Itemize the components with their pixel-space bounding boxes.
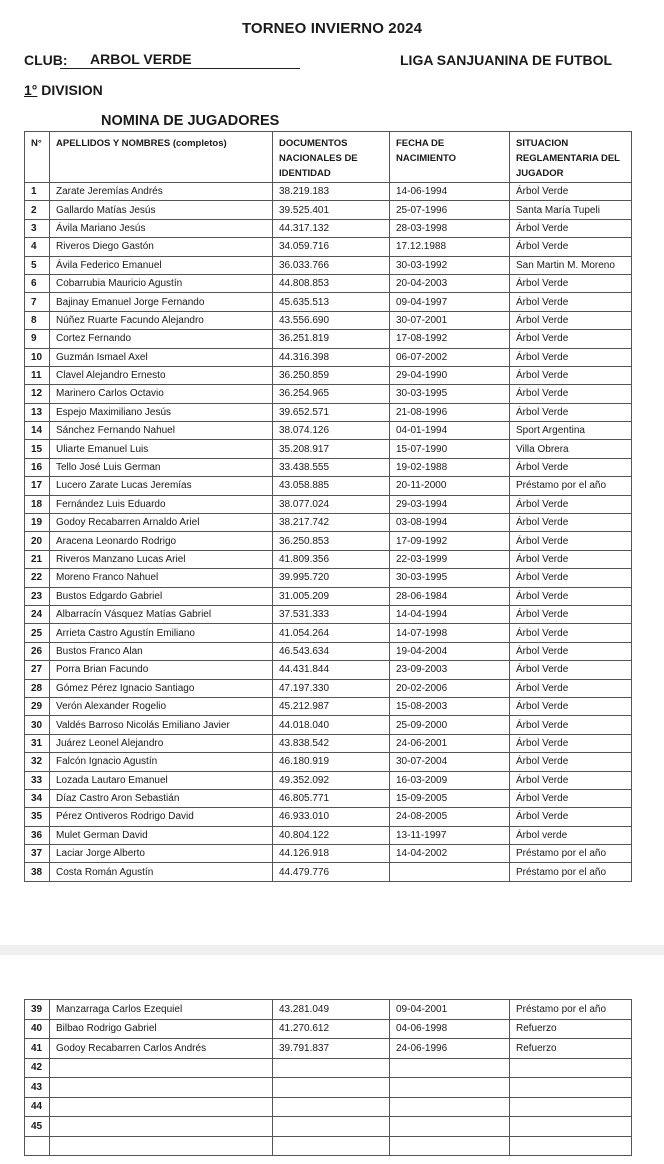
player-name: Guzmán Ismael Axel — [50, 348, 273, 366]
player-status: Árbol Verde — [510, 624, 632, 642]
player-birth-date: 04-06-1998 — [390, 1019, 510, 1039]
player-status: Préstamo por el año — [510, 845, 632, 863]
player-status: Árbol Verde — [510, 808, 632, 826]
player-status: Préstamo por el año — [510, 1000, 632, 1020]
table-row — [25, 845, 632, 863]
player-dni: 36.254.965 — [273, 385, 390, 403]
player-dni: 38.219.183 — [273, 183, 390, 201]
player-dni: 49.352.092 — [273, 771, 390, 789]
player-name: Gallardo Matías Jesús — [50, 201, 273, 219]
table-row — [25, 550, 632, 568]
player-name: Lozada Lautaro Emanuel — [50, 771, 273, 789]
player-dni: 43.838.542 — [273, 734, 390, 752]
player-number: 9 — [25, 330, 50, 348]
player-status: Árbol Verde — [510, 219, 632, 237]
player-dni: 45.635.513 — [273, 293, 390, 311]
player-number: 33 — [25, 771, 50, 789]
player-name: Ávila Federico Emanuel — [50, 256, 273, 274]
player-birth-date: 17-08-1992 — [390, 330, 510, 348]
player-name: Clavel Alejandro Ernesto — [50, 366, 273, 384]
club-name: ARBOL VERDE — [60, 52, 300, 69]
player-birth-date: 21-08-1996 — [390, 403, 510, 421]
table-row — [25, 679, 632, 697]
player-dni: 43.281.049 — [273, 1000, 390, 1020]
division — [24, 82, 103, 98]
player-birth-date: 19-04-2004 — [390, 642, 510, 660]
player-dni: 44.317.132 — [273, 219, 390, 237]
table-row — [25, 477, 632, 495]
player-birth-date: 14-07-1998 — [390, 624, 510, 642]
player-name: Zarate Jeremías Andrés — [50, 183, 273, 201]
player-birth-date: 14-04-1994 — [390, 605, 510, 623]
player-status: Árbol Verde — [510, 661, 632, 679]
player-name: Sánchez Fernando Nahuel — [50, 422, 273, 440]
player-number: 12 — [25, 385, 50, 403]
player-name: Verón Alexander Rogelio — [50, 697, 273, 715]
table-row — [25, 532, 632, 550]
player-number: 14 — [25, 422, 50, 440]
player-status: Árbol Verde — [510, 183, 632, 201]
player-birth-date — [390, 1136, 510, 1156]
player-name: Mulet German David — [50, 826, 273, 844]
roster-table-page-2 — [24, 999, 632, 1156]
player-status — [510, 1117, 632, 1137]
player-name: Bilbao Rodrigo Gabriel — [50, 1019, 273, 1039]
player-status: Árbol Verde — [510, 403, 632, 421]
player-status: Árbol Verde — [510, 311, 632, 329]
player-birth-date: 29-03-1994 — [390, 495, 510, 513]
player-name: Costa Román Agustín — [50, 863, 273, 881]
player-birth-date — [390, 1097, 510, 1117]
player-status: Árbol Verde — [510, 771, 632, 789]
player-name: Díaz Castro Aron Sebastián — [50, 789, 273, 807]
player-dni: 39.652.571 — [273, 403, 390, 421]
player-name: Núñez Ruarte Facundo Alejandro — [50, 311, 273, 329]
player-birth-date: 23-09-2003 — [390, 661, 510, 679]
player-dni: 36.251.819 — [273, 330, 390, 348]
player-dni: 43.556.690 — [273, 311, 390, 329]
table-row — [25, 1097, 632, 1117]
player-number — [25, 1136, 50, 1156]
player-number: 4 — [25, 238, 50, 256]
player-birth-date: 14-04-2002 — [390, 845, 510, 863]
player-dni: 46.543.634 — [273, 642, 390, 660]
table-row — [25, 1136, 632, 1156]
player-number: 2 — [25, 201, 50, 219]
table-row — [25, 1039, 632, 1059]
table-row — [25, 716, 632, 734]
player-birth-date: 19-02-1988 — [390, 458, 510, 476]
player-dni: 40.804.122 — [273, 826, 390, 844]
player-status: Refuerzo — [510, 1039, 632, 1059]
player-status: Árbol Verde — [510, 293, 632, 311]
player-status: Árbol Verde — [510, 330, 632, 348]
player-number: 42 — [25, 1058, 50, 1078]
player-number: 34 — [25, 789, 50, 807]
table-row — [25, 440, 632, 458]
player-number: 36 — [25, 826, 50, 844]
player-birth-date: 03-08-1994 — [390, 514, 510, 532]
player-birth-date — [390, 1058, 510, 1078]
player-birth-date: 15-07-1990 — [390, 440, 510, 458]
player-name: Cortez Fernando — [50, 330, 273, 348]
table-row — [25, 422, 632, 440]
player-status: Árbol Verde — [510, 789, 632, 807]
table-row — [25, 256, 632, 274]
player-status: Árbol Verde — [510, 514, 632, 532]
player-status: San Martin M. Moreno — [510, 256, 632, 274]
player-status: Árbol Verde — [510, 348, 632, 366]
table-row — [25, 495, 632, 513]
player-number: 40 — [25, 1019, 50, 1039]
player-number: 24 — [25, 605, 50, 623]
player-status: Préstamo por el año — [510, 863, 632, 881]
player-number: 27 — [25, 661, 50, 679]
player-birth-date: 14-06-1994 — [390, 183, 510, 201]
player-name: Ávila Mariano Jesús — [50, 219, 273, 237]
player-status: Árbol Verde — [510, 642, 632, 660]
player-birth-date: 28-03-1998 — [390, 219, 510, 237]
player-dni: 44.479.776 — [273, 863, 390, 881]
player-birth-date: 30-03-1995 — [390, 385, 510, 403]
player-name: Godoy Recabarren Arnaldo Ariel — [50, 514, 273, 532]
player-dni: 45.212.987 — [273, 697, 390, 715]
player-status: Árbol Verde — [510, 753, 632, 771]
player-number: 8 — [25, 311, 50, 329]
player-number: 13 — [25, 403, 50, 421]
player-birth-date: 09-04-2001 — [390, 1000, 510, 1020]
player-name: Fernández Luis Eduardo — [50, 495, 273, 513]
player-dni: 37.531.333 — [273, 605, 390, 623]
player-name: Falcón Ignacio Agustín — [50, 753, 273, 771]
player-number: 1 — [25, 183, 50, 201]
player-name: Arrieta Castro Agustín Emiliano — [50, 624, 273, 642]
player-birth-date: 06-07-2002 — [390, 348, 510, 366]
roster-title: NOMINA DE JUGADORES — [101, 113, 280, 129]
player-dni: 44.316.398 — [273, 348, 390, 366]
player-dni — [273, 1136, 390, 1156]
player-number: 25 — [25, 624, 50, 642]
player-number: 30 — [25, 716, 50, 734]
table-row — [25, 642, 632, 660]
header-birth: FECHA DE NACIMIENTO — [390, 132, 510, 183]
player-dni: 39.791.837 — [273, 1039, 390, 1059]
player-status: Santa María Tupeli — [510, 201, 632, 219]
player-status: Árbol Verde — [510, 697, 632, 715]
player-birth-date: 04-01-1994 — [390, 422, 510, 440]
table-row — [25, 569, 632, 587]
player-name — [50, 1117, 273, 1137]
player-dni: 43.058.885 — [273, 477, 390, 495]
player-birth-date: 16-03-2009 — [390, 771, 510, 789]
player-status: Árbol Verde — [510, 679, 632, 697]
player-status — [510, 1097, 632, 1117]
header-number: N° — [25, 132, 50, 183]
player-dni — [273, 1058, 390, 1078]
player-name — [50, 1097, 273, 1117]
player-birth-date: 20-11-2000 — [390, 477, 510, 495]
player-name — [50, 1058, 273, 1078]
table-row — [25, 605, 632, 623]
player-number: 7 — [25, 293, 50, 311]
table-row — [25, 624, 632, 642]
page-break — [0, 945, 664, 955]
player-dni: 41.270.612 — [273, 1019, 390, 1039]
player-number: 44 — [25, 1097, 50, 1117]
player-status: Árbol Verde — [510, 495, 632, 513]
player-status — [510, 1136, 632, 1156]
player-status: Árbol Verde — [510, 366, 632, 384]
player-number: 19 — [25, 514, 50, 532]
player-number: 21 — [25, 550, 50, 568]
table-row — [25, 1000, 632, 1020]
player-birth-date: 09-04-1997 — [390, 293, 510, 311]
table-row — [25, 771, 632, 789]
player-number: 20 — [25, 532, 50, 550]
player-number: 26 — [25, 642, 50, 660]
player-birth-date: 30-03-1995 — [390, 569, 510, 587]
player-name: Pérez Ontiveros Rodrigo David — [50, 808, 273, 826]
player-status — [510, 1058, 632, 1078]
player-status: Sport Argentina — [510, 422, 632, 440]
player-name: Valdés Barroso Nicolás Emiliano Javier — [50, 716, 273, 734]
player-dni: 36.250.859 — [273, 366, 390, 384]
table-row — [25, 366, 632, 384]
table-row — [25, 1117, 632, 1137]
table-row — [25, 1019, 632, 1039]
player-dni: 46.933.010 — [273, 808, 390, 826]
division-label: DIVISION — [41, 82, 103, 98]
player-status: Villa Obrera — [510, 440, 632, 458]
player-dni: 38.077.024 — [273, 495, 390, 513]
player-dni: 44.018.040 — [273, 716, 390, 734]
player-number: 10 — [25, 348, 50, 366]
division-number: 1° — [24, 82, 38, 98]
player-dni: 39.525.401 — [273, 201, 390, 219]
player-birth-date: 17-09-1992 — [390, 532, 510, 550]
player-dni: 31.005.209 — [273, 587, 390, 605]
player-name: Riveros Manzano Lucas Ariel — [50, 550, 273, 568]
club-label: CLUB: — [24, 52, 68, 68]
table-row — [25, 587, 632, 605]
player-dni: 36.250.853 — [273, 532, 390, 550]
league-name: LIGA SANJUANINA DE FUTBOL — [400, 52, 613, 68]
player-name: Albarracín Vásquez Matías Gabriel — [50, 605, 273, 623]
document-title: TORNEO INVIERNO 2024 — [241, 20, 423, 37]
player-status: Árbol Verde — [510, 385, 632, 403]
player-birth-date: 30-03-1992 — [390, 256, 510, 274]
player-dni — [273, 1117, 390, 1137]
player-dni: 39.995.720 — [273, 569, 390, 587]
player-dni: 35.208.917 — [273, 440, 390, 458]
player-birth-date: 30-07-2004 — [390, 753, 510, 771]
player-birth-date: 15-08-2003 — [390, 697, 510, 715]
player-birth-date: 30-07-2001 — [390, 311, 510, 329]
player-dni: 46.180.919 — [273, 753, 390, 771]
player-birth-date — [390, 1078, 510, 1098]
table-row — [25, 219, 632, 237]
player-dni: 47.197.330 — [273, 679, 390, 697]
table-row — [25, 385, 632, 403]
player-status: Árbol Verde — [510, 605, 632, 623]
player-number: 18 — [25, 495, 50, 513]
player-birth-date: 25-07-1996 — [390, 201, 510, 219]
table-row — [25, 789, 632, 807]
player-birth-date: 22-03-1999 — [390, 550, 510, 568]
player-birth-date: 20-04-2003 — [390, 274, 510, 292]
table-row — [25, 348, 632, 366]
table-header-row — [25, 132, 632, 183]
player-number: 45 — [25, 1117, 50, 1137]
player-dni: 36.033.766 — [273, 256, 390, 274]
player-dni: 41.809.356 — [273, 550, 390, 568]
table-row — [25, 1058, 632, 1078]
player-number: 16 — [25, 458, 50, 476]
player-birth-date — [390, 863, 510, 881]
player-name: Riveros Diego Gastón — [50, 238, 273, 256]
player-name: Bustos Franco Alan — [50, 642, 273, 660]
table-row — [25, 201, 632, 219]
player-name: Godoy Recabarren Carlos Andrés — [50, 1039, 273, 1059]
player-name: Marinero Carlos Octavio — [50, 385, 273, 403]
player-status: Árbol Verde — [510, 716, 632, 734]
player-number: 5 — [25, 256, 50, 274]
table-row — [25, 661, 632, 679]
player-status: Árbol Verde — [510, 274, 632, 292]
table-row — [25, 274, 632, 292]
player-birth-date: 15-09-2005 — [390, 789, 510, 807]
table-row — [25, 403, 632, 421]
header-status: SITUACION REGLAMENTARIA DEL JUGADOR — [510, 132, 632, 183]
player-birth-date: 28-06-1984 — [390, 587, 510, 605]
player-status — [510, 1078, 632, 1098]
player-name — [50, 1136, 273, 1156]
player-status: Árbol Verde — [510, 550, 632, 568]
player-name: Porra Brian Facundo — [50, 661, 273, 679]
player-status: Árbol Verde — [510, 569, 632, 587]
player-birth-date: 29-04-1990 — [390, 366, 510, 384]
player-number: 15 — [25, 440, 50, 458]
player-dni: 41.054.264 — [273, 624, 390, 642]
player-number: 3 — [25, 219, 50, 237]
player-name: Gómez Pérez Ignacio Santiago — [50, 679, 273, 697]
player-name: Espejo Maximiliano Jesús — [50, 403, 273, 421]
player-number: 23 — [25, 587, 50, 605]
player-number: 39 — [25, 1000, 50, 1020]
player-number: 37 — [25, 845, 50, 863]
player-dni — [273, 1078, 390, 1098]
table-row — [25, 1078, 632, 1098]
player-birth-date: 24-08-2005 — [390, 808, 510, 826]
player-dni: 38.217.742 — [273, 514, 390, 532]
table-row — [25, 293, 632, 311]
player-number: 17 — [25, 477, 50, 495]
player-number: 29 — [25, 697, 50, 715]
table-row — [25, 753, 632, 771]
player-number: 32 — [25, 753, 50, 771]
table-row — [25, 238, 632, 256]
player-birth-date — [390, 1117, 510, 1137]
player-birth-date: 17.12.1988 — [390, 238, 510, 256]
player-name — [50, 1078, 273, 1098]
roster-table-page-1 — [24, 131, 632, 882]
player-dni — [273, 1097, 390, 1117]
table-row — [25, 330, 632, 348]
player-status: Árbol verde — [510, 826, 632, 844]
player-status: Refuerzo — [510, 1019, 632, 1039]
table-row — [25, 697, 632, 715]
player-status: Árbol Verde — [510, 532, 632, 550]
player-status: Árbol Verde — [510, 238, 632, 256]
player-name: Laciar Jorge Alberto — [50, 845, 273, 863]
player-number: 38 — [25, 863, 50, 881]
player-birth-date: 24-06-1996 — [390, 1039, 510, 1059]
player-birth-date: 20-02-2006 — [390, 679, 510, 697]
player-number: 41 — [25, 1039, 50, 1059]
player-name: Lucero Zarate Lucas Jeremías — [50, 477, 273, 495]
player-birth-date: 24-06-2001 — [390, 734, 510, 752]
player-dni: 34.059.716 — [273, 238, 390, 256]
table-row — [25, 863, 632, 881]
player-name: Aracena Leonardo Rodrigo — [50, 532, 273, 550]
player-status: Árbol Verde — [510, 587, 632, 605]
table-row — [25, 183, 632, 201]
player-dni: 33.438.555 — [273, 458, 390, 476]
table-row — [25, 514, 632, 532]
player-number: 28 — [25, 679, 50, 697]
player-number: 11 — [25, 366, 50, 384]
player-name: Bajinay Emanuel Jorge Fernando — [50, 293, 273, 311]
player-name: Moreno Franco Nahuel — [50, 569, 273, 587]
player-dni: 44.126.918 — [273, 845, 390, 863]
player-name: Cobarrubia Mauricio Agustín — [50, 274, 273, 292]
header-name: APELLIDOS Y NOMBRES (completos) — [50, 132, 273, 183]
player-number: 22 — [25, 569, 50, 587]
player-dni: 44.431.844 — [273, 661, 390, 679]
table-row — [25, 826, 632, 844]
player-birth-date: 25-09-2000 — [390, 716, 510, 734]
table-row — [25, 808, 632, 826]
table-row — [25, 458, 632, 476]
player-status: Árbol Verde — [510, 458, 632, 476]
player-name: Juárez Leonel Alejandro — [50, 734, 273, 752]
player-dni: 46.805.771 — [273, 789, 390, 807]
player-number: 31 — [25, 734, 50, 752]
player-name: Manzarraga Carlos Ezequiel — [50, 1000, 273, 1020]
player-birth-date: 13-11-1997 — [390, 826, 510, 844]
player-dni: 44.808.853 — [273, 274, 390, 292]
player-number: 43 — [25, 1078, 50, 1098]
player-dni: 38.074.126 — [273, 422, 390, 440]
player-name: Bustos Edgardo Gabriel — [50, 587, 273, 605]
player-number: 35 — [25, 808, 50, 826]
player-status: Árbol Verde — [510, 734, 632, 752]
player-name: Uliarte Emanuel Luis — [50, 440, 273, 458]
player-name: Tello José Luis German — [50, 458, 273, 476]
header-dni: DOCUMENTOS NACIONALES DE IDENTIDAD — [273, 132, 390, 183]
table-row — [25, 734, 632, 752]
table-row — [25, 311, 632, 329]
player-status: Préstamo por el año — [510, 477, 632, 495]
player-number: 6 — [25, 274, 50, 292]
